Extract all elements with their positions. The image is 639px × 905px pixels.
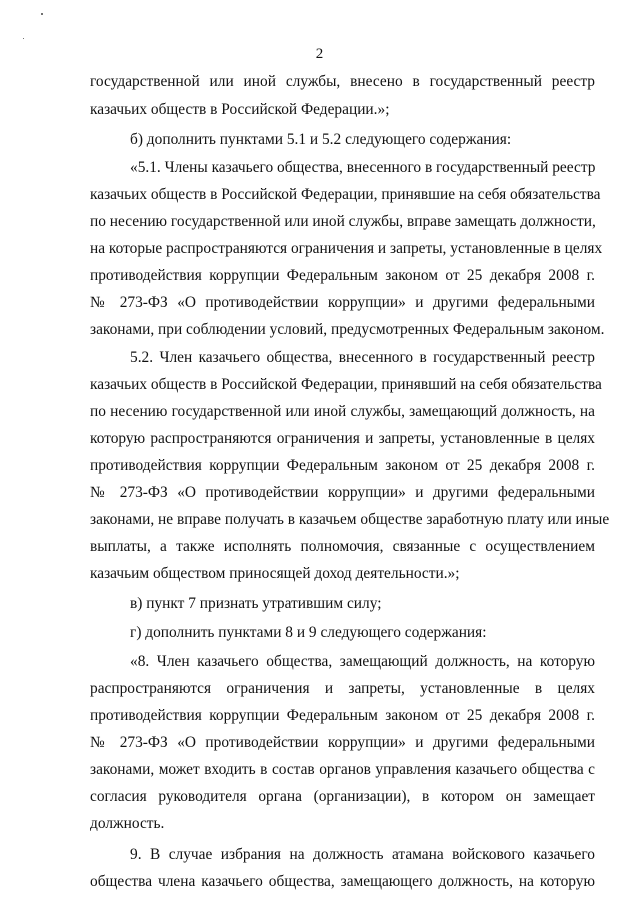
text-line: казачьих обществ в Российской Федерации, принявший на себя обязательства <box>90 376 602 393</box>
text-line: «8. Член казачьего общества, замещающий должность, на которую <box>130 653 595 670</box>
text-line: б) дополнить пунктами 5.1 и 5.2 следующего содержания: <box>130 131 512 148</box>
text-line: в) пункт 7 признать утратившим силу; <box>130 595 382 612</box>
scan-speck <box>23 38 24 39</box>
text-line: г) дополнить пунктами 8 и 9 следующего содержания: <box>130 624 487 641</box>
text-line: «5.1. Члены казачьего общества, внесенного в государственный реестр <box>130 159 596 176</box>
text-line: казачьих обществ в Российской Федерации, принявшие на себя обязательства <box>90 186 601 203</box>
page-number: 2 <box>315 46 324 62</box>
scan-speck <box>41 13 43 15</box>
text-line: противодействия коррупции Федеральным законом от 25 декабря 2008 г. <box>90 267 595 284</box>
text-line: № 273-ФЗ «О противодействии коррупции» и другими федеральными <box>90 734 595 751</box>
text-line: 5.2. Член казачьего общества, внесенного в государственный реестр <box>130 349 595 366</box>
text-line: на которые распространяются ограничения и запреты, установленные в целях <box>90 240 603 257</box>
text-line: согласия руководителя органа (организации), в котором он замещает <box>90 788 595 805</box>
text-line: по несению государственной или иной службы, вправе замещать должности, <box>90 213 596 230</box>
text-line: по несению государственной или иной службы, замещающий должность, на <box>90 403 595 420</box>
text-line: казачьим обществом приносящей доход деятельности.»; <box>90 565 460 582</box>
text-line: 9. В случае избрания на должность атамана войскового казачьего <box>130 846 595 863</box>
text-line: противодействия коррупции Федеральным законом от 25 декабря 2008 г. <box>90 707 595 724</box>
text-line: выплаты, а также исполнять полномочия, связанные с осуществлением <box>90 538 595 555</box>
text-line: № 273-ФЗ «О противодействии коррупции» и другими федеральными <box>90 294 595 311</box>
text-line: законами, при соблюдении условий, предусмотренных Федеральным законом. <box>90 321 605 338</box>
text-line: государственной или иной службы, внесено в государственный реестр <box>90 73 595 90</box>
text-line: законами, не вправе получать в казачьем обществе заработную плату или иные <box>90 511 610 528</box>
text-line: казачьих обществ в Российской Федерации.»; <box>90 101 390 118</box>
text-line: противодействия коррупции Федеральным законом от 25 декабря 2008 г. <box>90 457 595 474</box>
text-line: № 273-ФЗ «О противодействии коррупции» и другими федеральными <box>90 484 595 501</box>
text-line: общества члена казачьего общества, замещающего должность, на которую <box>90 873 595 890</box>
text-line: должность. <box>90 815 165 832</box>
text-line: законами, может входить в состав органов управления казачьего общества с <box>90 761 595 778</box>
text-line: которую распространяются ограничения и запреты, установленные в целях <box>90 430 595 447</box>
text-line: распространяются ограничения и запреты, установленные в целях <box>90 680 595 697</box>
